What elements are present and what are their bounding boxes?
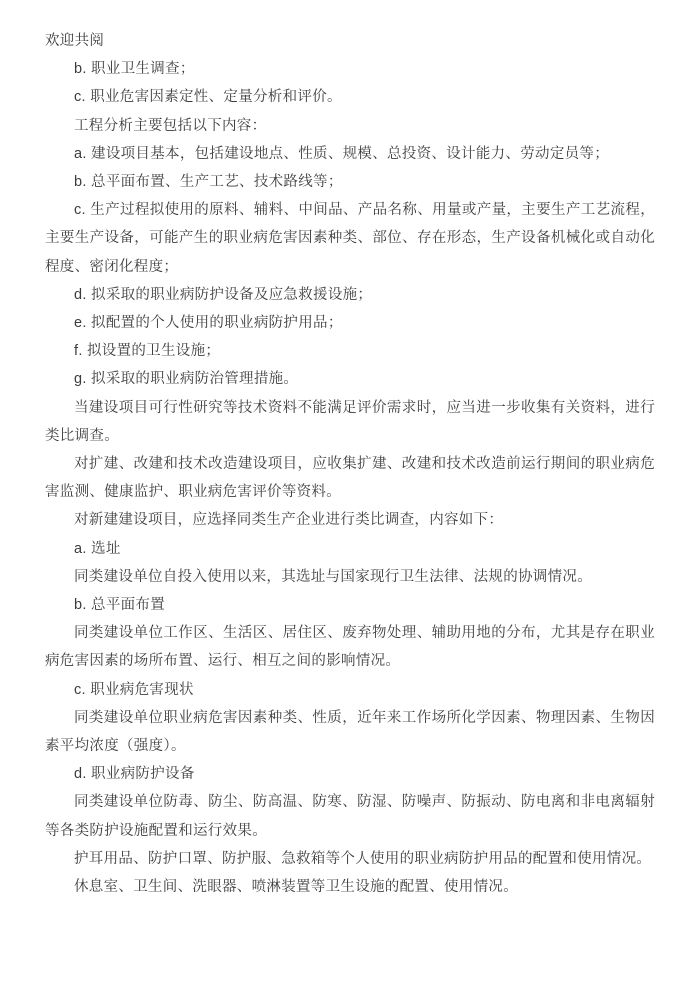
heading-a-site-selection: a. 选址: [74, 540, 121, 557]
para-new-projects-analogy-survey: 对新建建设项目，应选择同类生产企业进行类比调查，内容如下：: [74, 512, 504, 529]
engineering-analysis-intro: 工程分析主要包括以下内容：: [74, 117, 267, 134]
item-d-protective-equipment: d. 拟采取的职业病防护设备及应急救援设施；: [74, 286, 373, 303]
item-c-hazard-factor-analysis: c. 职业危害因素定性、定量分析和评价。: [74, 89, 342, 106]
page-header-note: 欢迎共阅: [45, 33, 105, 49]
para-protection-equipment-detail: 同类建设单位防毒、防尘、防高温、防寒、防湿、防噪声、防振动、防电离和非电离辐射等各类防护设施配置和运行效果。: [45, 794, 655, 839]
heading-c-hazard-status: c. 职业病危害现状: [74, 681, 194, 698]
item-c-production-process: c. 生产过程拟使用的原料、辅料、中间品、产品名称、用量或产量，主要生产工艺流程，主要生产设备，可能产生的职业病危害因素种类、部位、存在形态，生产设备机械化或自动化程度、密闭化程度；: [45, 202, 655, 275]
item-b-layout-process: b. 总平面布置、生产工艺、技术路线等；: [74, 174, 343, 191]
item-e-personal-protection: e. 拟配置的个人使用的职业病防护用品；: [74, 315, 343, 332]
item-b-occupational-survey: b. 职业卫生调查；: [74, 61, 195, 78]
para-general-layout-detail: 同类建设单位工作区、生活区、居住区、废弃物处理、辅助用地的分布，尤其是存在职业病危害因素的场所布置、运行、相互之间的影响情况。: [45, 625, 655, 670]
item-a-project-basics: a. 建设项目基本，包括建设地点、性质、规模、总投资、设计能力、劳动定员等；: [74, 145, 610, 162]
para-sanitary-facility-usage: 休息室、卫生间、洗眼器、喷淋装置等卫生设施的配置、使用情况。: [74, 879, 518, 896]
heading-b-general-layout: b. 总平面布置: [74, 597, 166, 614]
para-hazard-status-detail: 同类建设单位职业病危害因素种类、性质，近年来工作场所化学因素、物理因素、生物因素平均浓度（强度）。: [45, 709, 655, 755]
para-personal-protection-usage: 护耳用品、防护口罩、防护服、急救箱等个人使用的职业病防护用品的配置和使用情况。: [74, 850, 652, 867]
item-g-management-measures: g. 拟采取的职业病防治管理措施。: [74, 371, 299, 388]
heading-d-protection-equipment: d. 职业病防护设备: [74, 766, 195, 783]
para-supplementary-data-collection: 当建设项目可行性研究等技术资料不能满足评价需求时，应当进一步收集有关资料，进行类比调查。: [45, 399, 655, 444]
para-expansion-projects: 对扩建、改建和技术改造建设项目，应收集扩建、改建和技术改造前运行期间的职业病危害监测、健康监护、职业病危害评价等资料。: [45, 456, 655, 501]
para-site-selection-detail: 同类建设单位自投入使用以来，其选址与国家现行卫生法律、法规的协调情况。: [74, 568, 592, 585]
item-f-sanitary-facilities: f. 拟设置的卫生设施；: [74, 343, 221, 360]
